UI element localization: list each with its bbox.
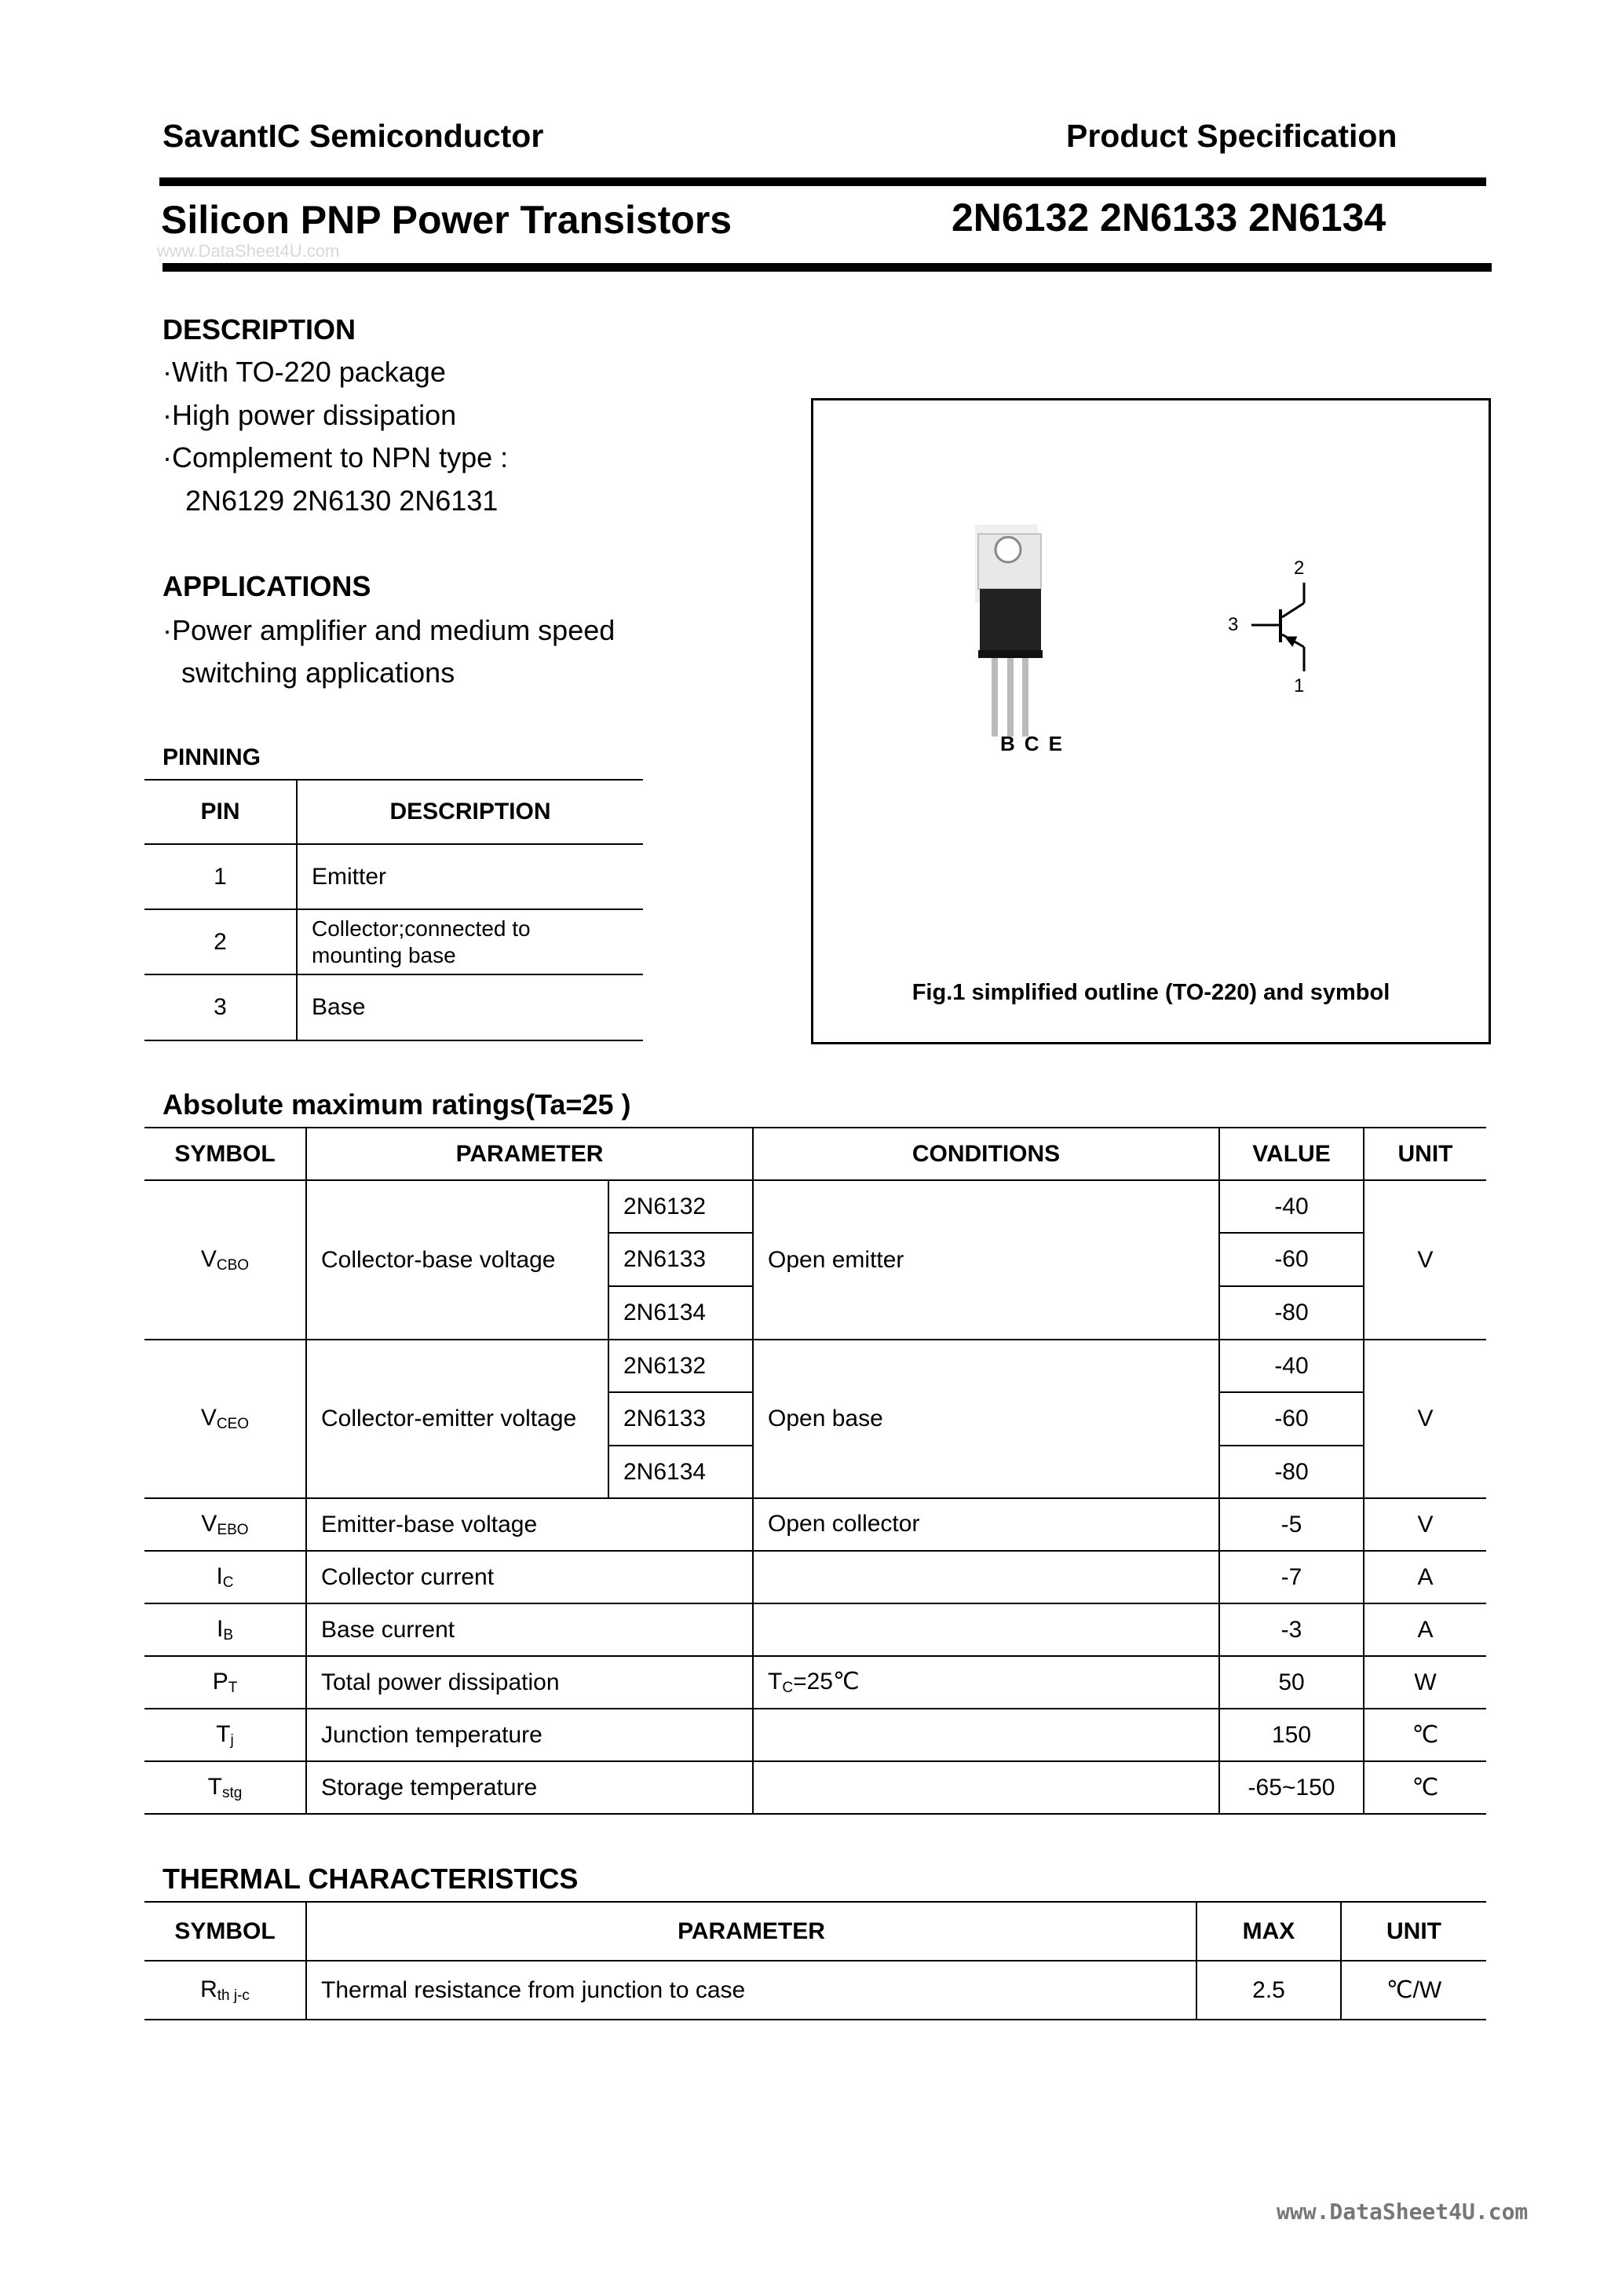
value: 150 (1219, 1709, 1364, 1761)
description-line: 2N6129 2N6130 2N6131 (185, 484, 499, 517)
col-value: VALUE (1219, 1128, 1364, 1180)
parameter: Collector-emitter voltage (306, 1340, 608, 1498)
value: -65~150 (1219, 1761, 1364, 1814)
value: -80 (1219, 1446, 1364, 1498)
value: -5 (1219, 1498, 1364, 1551)
parameter: Collector current (306, 1551, 753, 1603)
unit: A (1364, 1551, 1486, 1603)
table-row (144, 1761, 1486, 1814)
part-number: 2N6132 (608, 1180, 753, 1233)
pin-description: Emitter (297, 844, 643, 909)
pin-description: Base (297, 974, 643, 1040)
value: -60 (1219, 1392, 1364, 1446)
parameter: Total power dissipation (306, 1656, 753, 1709)
parameter: Storage temperature (306, 1761, 753, 1814)
parameter: Collector-base voltage (306, 1180, 608, 1340)
unit: A (1364, 1603, 1486, 1656)
value: -40 (1219, 1340, 1364, 1392)
description-line: ·With TO-220 package (163, 356, 446, 388)
table-row (144, 1498, 1486, 1551)
unit: V (1364, 1340, 1486, 1498)
abs-max-heading: Absolute maximum ratings(Ta=25 ) (163, 1088, 631, 1121)
pin-description: Collector;connected to mounting base (297, 909, 643, 974)
value: 50 (1219, 1656, 1364, 1709)
figure-box (811, 398, 1491, 1044)
symbol: $I_B$ (144, 1603, 306, 1656)
table-row (144, 1340, 1486, 1392)
value: -40 (1219, 1180, 1364, 1233)
condition (753, 1709, 1219, 1761)
condition: $T_C=25℃$ (753, 1656, 1219, 1709)
description-heading: DESCRIPTION (163, 313, 356, 345)
thermal-table (144, 1901, 1486, 2020)
pinning-table (144, 779, 643, 1041)
pin-number: 2 (144, 909, 297, 974)
value: -3 (1219, 1603, 1364, 1656)
figure-caption: Fig.1 simplified outline (TO-220) and symbol (911, 980, 1390, 1005)
condition (753, 1603, 1219, 1656)
part-number: 2N6133 (608, 1392, 753, 1446)
col-unit: UNIT (1364, 1128, 1486, 1180)
title-rule (163, 263, 1492, 272)
col-symbol: SYMBOL (144, 1128, 306, 1180)
applications-line: ·Power amplifier and medium speed (163, 614, 616, 646)
condition: Open collector (753, 1498, 1219, 1551)
applications-heading: APPLICATIONS (163, 570, 371, 602)
table-row (144, 1603, 1486, 1656)
pnp-transistor-symbol (1251, 583, 1304, 671)
condition (753, 1761, 1219, 1814)
col-max: MAX (1196, 1902, 1341, 1961)
part-number: 2N6133 (608, 1233, 753, 1286)
symbol-pin-base: 3 (1228, 614, 1239, 635)
unit: V (1364, 1498, 1486, 1551)
table-row (144, 1180, 1486, 1233)
part-number: 2N6134 (608, 1446, 753, 1498)
part-number: 2N6134 (608, 1286, 753, 1340)
col-parameter: PARAMETER (306, 1902, 1196, 1961)
table-row (144, 844, 643, 909)
condition: Open emitter (753, 1180, 1219, 1340)
thermal-heading: THERMAL CHARACTERISTICS (163, 1863, 579, 1895)
pin-number: 1 (144, 844, 297, 909)
table-row (144, 1709, 1486, 1761)
max-value: 2.5 (1196, 1961, 1341, 2020)
symbol: $T_j$ (144, 1709, 306, 1761)
col-description: DESCRIPTION (297, 780, 643, 844)
description-line: ·Complement to NPN type : (163, 441, 509, 473)
parameter: Thermal resistance from junction to case (306, 1961, 1196, 2020)
footer-site[interactable]: www.DataSheet4U.com (1277, 2199, 1529, 2225)
value: -7 (1219, 1551, 1364, 1603)
symbol-rth: $R_{th j-c}$ (144, 1961, 306, 2020)
value: -80 (1219, 1286, 1364, 1340)
col-symbol: SYMBOL (144, 1902, 306, 1961)
doc-type: Product Specification (1066, 118, 1397, 154)
to220-outline-and-symbol (813, 400, 1489, 1042)
unit: V (1364, 1180, 1486, 1340)
description-line: ·High power dissipation (163, 399, 457, 431)
lead-labels: BCE (1000, 732, 1072, 755)
symbol-pin-emitter: 1 (1294, 675, 1305, 696)
header-rule (159, 177, 1486, 186)
symbol-vceo: $V_{CEO}$ (144, 1340, 306, 1498)
symbol-vcbo: $V_{CBO}$ (144, 1180, 306, 1340)
col-unit: UNIT (1341, 1902, 1486, 1961)
col-conditions: CONDITIONS (753, 1128, 1219, 1180)
parameter: Junction temperature (306, 1709, 753, 1761)
applications-line: switching applications (181, 656, 455, 689)
pinning-heading: PINNING (163, 744, 261, 770)
company-name: SavantIC Semiconductor (163, 118, 544, 154)
page-title: Silicon PNP Power Transistors (161, 198, 732, 242)
condition (753, 1551, 1219, 1603)
parameter: Emitter-base voltage (306, 1498, 753, 1551)
symbol: $V_{EBO}$ (144, 1498, 306, 1551)
to220-package-photo (975, 525, 1043, 737)
part-numbers: 2N6132 2N6133 2N6134 (952, 196, 1386, 239)
abs-max-table (144, 1127, 1486, 1815)
table-row (144, 909, 643, 974)
table-row (144, 1961, 1486, 2020)
table-row (144, 1656, 1486, 1709)
unit: ℃/W (1341, 1961, 1486, 2020)
symbol: $I_C$ (144, 1551, 306, 1603)
watermark: www.DataSheet4U.com (157, 241, 340, 261)
part-number: 2N6132 (608, 1340, 753, 1392)
unit: ℃ (1364, 1761, 1486, 1814)
symbol: $T_{stg}$ (144, 1761, 306, 1814)
col-parameter: PARAMETER (306, 1128, 753, 1180)
value: -60 (1219, 1233, 1364, 1286)
table-row (144, 1551, 1486, 1603)
table-row (144, 974, 643, 1040)
unit: W (1364, 1656, 1486, 1709)
unit: ℃ (1364, 1709, 1486, 1761)
symbol: $P_T$ (144, 1656, 306, 1709)
pin-number: 3 (144, 974, 297, 1040)
symbol-pin-collector: 2 (1294, 558, 1305, 579)
condition: Open base (753, 1340, 1219, 1498)
parameter: Base current (306, 1603, 753, 1656)
col-pin: PIN (144, 780, 297, 844)
